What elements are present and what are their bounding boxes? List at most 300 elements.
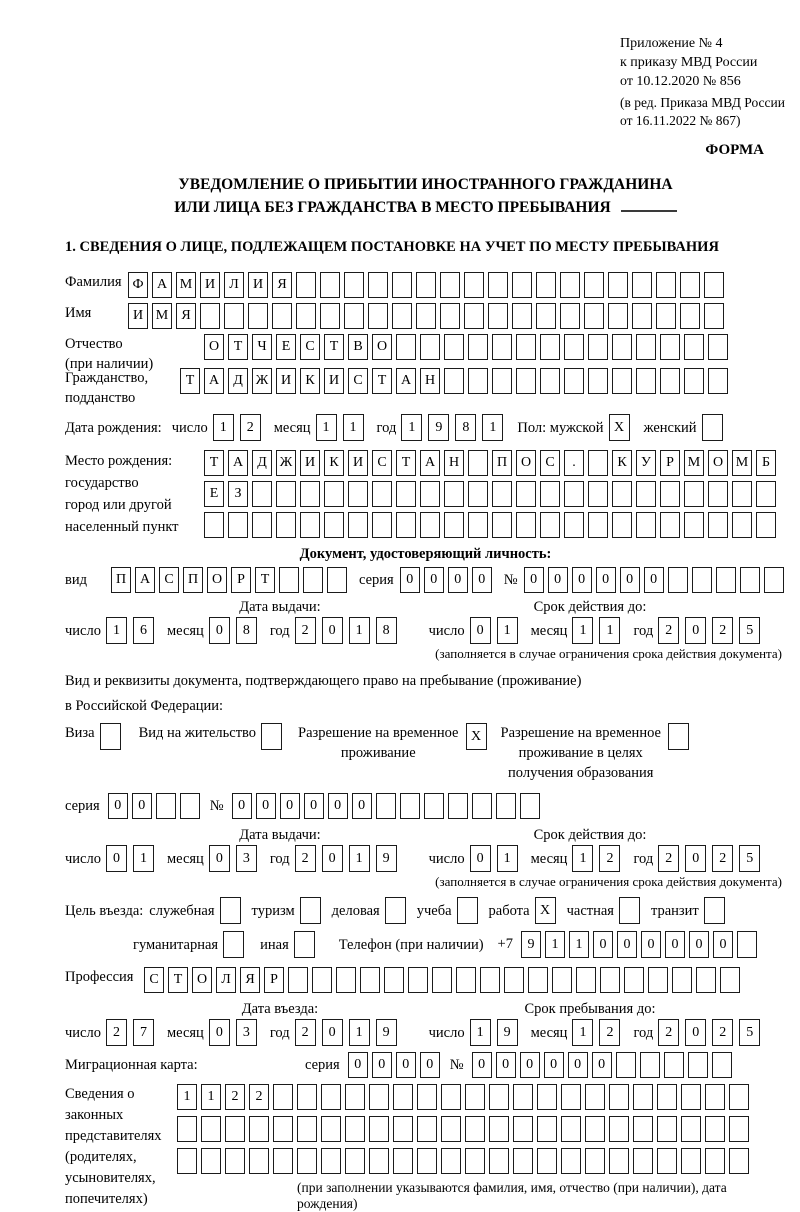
char-cell bbox=[564, 334, 584, 360]
char-cell bbox=[648, 967, 668, 993]
char-cell bbox=[321, 1116, 341, 1142]
doc-number-label: № bbox=[503, 572, 518, 588]
char-cell bbox=[345, 1148, 365, 1174]
char-cell: 1 bbox=[545, 931, 565, 958]
char-cell bbox=[513, 1116, 533, 1142]
char-cell bbox=[612, 368, 632, 394]
residence-issue-date bbox=[65, 845, 403, 872]
char-cell bbox=[704, 897, 725, 924]
char-cell: 1 bbox=[572, 1019, 593, 1046]
char-cell bbox=[561, 1116, 581, 1142]
char-cell: Т bbox=[168, 967, 188, 993]
char-cell bbox=[432, 967, 452, 993]
residence-permit-label: Вид на жительство bbox=[138, 725, 257, 741]
year-cells bbox=[295, 617, 403, 644]
char-cell bbox=[201, 1116, 221, 1142]
char-cell: 0 bbox=[470, 617, 491, 644]
char-cell: 0 bbox=[328, 793, 348, 819]
char-cell bbox=[300, 481, 320, 507]
char-cell: 1 bbox=[349, 617, 370, 644]
char-cell bbox=[224, 303, 244, 329]
char-cell bbox=[324, 481, 344, 507]
char-cell bbox=[345, 1084, 365, 1110]
char-cell bbox=[588, 481, 608, 507]
char-cell bbox=[272, 303, 292, 329]
day-label: число bbox=[65, 622, 101, 639]
char-cell bbox=[612, 481, 632, 507]
option-checkbox bbox=[704, 897, 725, 924]
patronymic-label-line2: (при наличии) bbox=[65, 356, 154, 372]
char-cell: 0 bbox=[108, 793, 128, 819]
char-cell bbox=[344, 272, 364, 298]
char-cell bbox=[444, 368, 464, 394]
char-cell bbox=[276, 512, 296, 538]
char-cell bbox=[732, 512, 752, 538]
option-checkbox bbox=[535, 897, 556, 924]
birth-place-labels bbox=[65, 450, 204, 543]
char-cell bbox=[636, 334, 656, 360]
char-cell bbox=[468, 481, 488, 507]
char-cell bbox=[369, 1116, 389, 1142]
char-cell: М bbox=[684, 450, 704, 476]
name-row bbox=[65, 303, 786, 329]
char-cell: 9 bbox=[521, 931, 541, 958]
char-cell bbox=[684, 368, 704, 394]
char-cell bbox=[297, 1116, 317, 1142]
char-cell bbox=[468, 512, 488, 538]
char-cell: 1 bbox=[316, 414, 337, 441]
day-label: число bbox=[65, 1024, 101, 1041]
char-cell: О bbox=[192, 967, 212, 993]
char-cell bbox=[708, 481, 728, 507]
char-cell: 2 bbox=[712, 1019, 733, 1046]
month-label: месяц bbox=[530, 850, 568, 867]
surname-row bbox=[65, 272, 786, 298]
year-cells bbox=[658, 845, 766, 872]
char-cell: 0 bbox=[322, 617, 343, 644]
residence-doc-series-row bbox=[65, 793, 786, 819]
birth-place-row1 bbox=[204, 450, 780, 476]
char-cell: 0 bbox=[617, 931, 637, 958]
char-cell: И bbox=[276, 368, 296, 394]
stay-until-date bbox=[429, 1019, 767, 1046]
char-cell: 0 bbox=[685, 845, 706, 872]
char-cell: Ж bbox=[252, 368, 272, 394]
birth-place-row3 bbox=[204, 512, 780, 538]
identity-doc-row bbox=[65, 567, 786, 593]
char-cell bbox=[489, 1084, 509, 1110]
sex-female-label: женский bbox=[643, 419, 697, 436]
series-label: серия bbox=[305, 1057, 340, 1073]
char-cell bbox=[396, 512, 416, 538]
year-label: год bbox=[269, 1024, 290, 1041]
char-cell: П bbox=[492, 450, 512, 476]
char-cell bbox=[660, 368, 680, 394]
char-cell bbox=[444, 481, 464, 507]
surname-cells bbox=[128, 272, 728, 298]
char-cell: С bbox=[372, 450, 392, 476]
char-cell bbox=[729, 1116, 749, 1142]
char-cell: 0 bbox=[548, 567, 568, 593]
patronymic-cells bbox=[204, 334, 732, 360]
char-cell bbox=[384, 967, 404, 993]
birth-place-block bbox=[65, 450, 786, 543]
day-label: число bbox=[428, 850, 465, 867]
char-cell bbox=[561, 1148, 581, 1174]
char-cell bbox=[393, 1116, 413, 1142]
char-cell: М bbox=[732, 450, 752, 476]
day-label: число bbox=[428, 1024, 465, 1041]
char-cell bbox=[393, 1148, 413, 1174]
char-cell: 1 bbox=[349, 845, 370, 872]
char-cell bbox=[516, 481, 536, 507]
char-cell bbox=[468, 450, 488, 476]
char-cell bbox=[681, 1116, 701, 1142]
char-cell bbox=[561, 1084, 581, 1110]
residence-doc-date-headings bbox=[65, 827, 786, 844]
char-cell: Я bbox=[240, 967, 260, 993]
char-cell bbox=[296, 303, 316, 329]
char-cell bbox=[225, 1116, 245, 1142]
char-cell: 0 bbox=[713, 931, 733, 958]
char-cell bbox=[220, 897, 241, 924]
phone-label: Телефон (при наличии) bbox=[338, 936, 484, 953]
char-cell: 0 bbox=[592, 1052, 612, 1078]
day-label: число bbox=[65, 850, 101, 867]
char-cell bbox=[656, 303, 676, 329]
char-cell: 0 bbox=[209, 1019, 230, 1046]
char-cell bbox=[585, 1116, 605, 1142]
char-cell bbox=[516, 368, 536, 394]
char-cell: А bbox=[135, 567, 155, 593]
header-line-4: (в ред. Приказа МВД России bbox=[620, 95, 785, 110]
char-cell: Е bbox=[276, 334, 296, 360]
char-cell bbox=[385, 897, 406, 924]
char-cell bbox=[327, 567, 347, 593]
char-cell bbox=[456, 967, 476, 993]
char-cell bbox=[376, 793, 396, 819]
char-cell: Е bbox=[204, 481, 224, 507]
char-cell: А bbox=[228, 450, 248, 476]
document-header bbox=[620, 34, 786, 130]
char-cell: 0 bbox=[232, 793, 252, 819]
char-cell bbox=[249, 1148, 269, 1174]
month-cells bbox=[209, 845, 263, 872]
month-cells bbox=[572, 845, 626, 872]
char-cell: 8 bbox=[376, 617, 397, 644]
char-cell: 3 bbox=[236, 845, 257, 872]
char-cell bbox=[585, 1084, 605, 1110]
char-cell bbox=[444, 334, 464, 360]
char-cell: X bbox=[466, 723, 487, 750]
char-cell: 0 bbox=[304, 793, 324, 819]
char-cell bbox=[441, 1116, 461, 1142]
char-cell bbox=[201, 1148, 221, 1174]
char-cell bbox=[396, 481, 416, 507]
char-cell bbox=[464, 303, 484, 329]
char-cell bbox=[444, 512, 464, 538]
char-cell: 2 bbox=[106, 1019, 127, 1046]
char-cell bbox=[537, 1116, 557, 1142]
day-cells bbox=[106, 1019, 160, 1046]
char-cell: Ч bbox=[252, 334, 272, 360]
char-cell: 9 bbox=[428, 414, 449, 441]
char-cell bbox=[619, 897, 640, 924]
representatives-cells bbox=[177, 1084, 786, 1212]
char-cell bbox=[564, 481, 584, 507]
char-cell bbox=[156, 793, 176, 819]
char-cell bbox=[441, 1148, 461, 1174]
char-cell bbox=[513, 1084, 533, 1110]
char-cell bbox=[540, 368, 560, 394]
char-cell: 1 bbox=[177, 1084, 197, 1110]
char-cell bbox=[516, 512, 536, 538]
birth-year-cells bbox=[401, 414, 509, 441]
char-cell bbox=[225, 1148, 245, 1174]
char-cell bbox=[696, 967, 716, 993]
char-cell: 2 bbox=[658, 1019, 679, 1046]
surname-label: Фамилия bbox=[65, 274, 122, 290]
patronymic-label bbox=[65, 334, 204, 372]
migration-card-label: Миграционная карта: bbox=[65, 1057, 198, 1073]
char-cell: Ф bbox=[128, 272, 148, 298]
char-cell bbox=[588, 512, 608, 538]
year-label: год bbox=[269, 850, 290, 867]
char-cell bbox=[705, 1148, 725, 1174]
char-cell bbox=[632, 303, 652, 329]
char-cell bbox=[552, 967, 572, 993]
form-title-line1: УВЕДОМЛЕНИЕ О ПРИБЫТИИ ИНОСТРАННОГО ГРАЖДАНИНА bbox=[178, 176, 673, 193]
char-cell bbox=[612, 512, 632, 538]
char-cell: 2 bbox=[599, 845, 620, 872]
edu-residence-label bbox=[501, 723, 661, 783]
birth-day-label: число bbox=[171, 419, 208, 436]
char-cell bbox=[420, 481, 440, 507]
char-cell bbox=[465, 1116, 485, 1142]
representatives-label-line: представителях bbox=[65, 1128, 162, 1144]
char-cell: 0 bbox=[641, 931, 661, 958]
birth-date-row bbox=[65, 414, 786, 441]
day-label: число bbox=[428, 622, 465, 639]
char-cell bbox=[708, 334, 728, 360]
birth-place-cells bbox=[204, 450, 780, 543]
month-cells bbox=[572, 617, 626, 644]
sex-female-checkbox bbox=[702, 414, 723, 441]
purpose-option-humanitarian bbox=[133, 931, 244, 958]
month-label: месяц bbox=[530, 1024, 568, 1041]
residence-doc-heading1: Вид и реквизиты документа, подтверждающего право на пребывание (проживание) bbox=[65, 673, 582, 689]
char-cell: О bbox=[204, 334, 224, 360]
char-cell: 0 bbox=[448, 567, 468, 593]
char-cell bbox=[528, 967, 548, 993]
char-cell: 0 bbox=[596, 567, 616, 593]
char-cell bbox=[345, 1116, 365, 1142]
char-cell bbox=[420, 512, 440, 538]
char-cell bbox=[512, 303, 532, 329]
char-cell bbox=[297, 1148, 317, 1174]
representatives-note: (при заполнении указываются фамилия, имя, отчество (при наличии), дата рождения) bbox=[297, 1180, 727, 1211]
section1-heading: 1. СВЕДЕНИЯ О ЛИЦЕ, ПОДЛЕЖАЩЕМ ПОСТАНОВКЕ НА УЧЕТ ПО МЕСТУ ПРЕБЫВАНИЯ bbox=[65, 239, 719, 255]
blank-underline bbox=[621, 198, 677, 212]
char-cell bbox=[584, 303, 604, 329]
citizenship-cells bbox=[180, 368, 732, 394]
day-cells bbox=[470, 845, 524, 872]
char-cell: 1 bbox=[497, 617, 518, 644]
temp-residence-label-line1: Разрешение на временное bbox=[298, 725, 459, 741]
char-cell bbox=[609, 1116, 629, 1142]
doc-series-label: серия bbox=[359, 572, 394, 588]
char-cell: Т bbox=[228, 334, 248, 360]
char-cell: 0 bbox=[524, 567, 544, 593]
char-cell bbox=[608, 303, 628, 329]
char-cell bbox=[729, 1084, 749, 1110]
char-cell bbox=[720, 967, 740, 993]
char-cell bbox=[276, 481, 296, 507]
char-cell bbox=[564, 512, 584, 538]
char-cell: X bbox=[609, 414, 630, 441]
option-checkbox bbox=[385, 897, 406, 924]
char-cell: Н bbox=[444, 450, 464, 476]
purpose-option-private bbox=[567, 897, 640, 924]
option-label: учеба bbox=[416, 902, 452, 919]
char-cell bbox=[448, 793, 468, 819]
valid-until-heading: Срок действия до: bbox=[533, 599, 647, 615]
char-cell: Ж bbox=[276, 450, 296, 476]
edu-residence-checkbox bbox=[668, 723, 689, 750]
char-cell bbox=[560, 272, 580, 298]
representatives-label-line: усыновителях, bbox=[65, 1170, 156, 1186]
char-cell: 0 bbox=[685, 617, 706, 644]
char-cell bbox=[756, 512, 776, 538]
char-cell bbox=[223, 931, 244, 958]
char-cell bbox=[513, 1148, 533, 1174]
char-cell bbox=[457, 897, 478, 924]
identity-issue-date bbox=[65, 617, 403, 644]
char-cell: И bbox=[248, 272, 268, 298]
char-cell: 2 bbox=[295, 617, 316, 644]
char-cell bbox=[636, 481, 656, 507]
char-cell bbox=[417, 1116, 437, 1142]
char-cell: О bbox=[207, 567, 227, 593]
residence-permit-option bbox=[139, 723, 282, 750]
char-cell bbox=[588, 450, 608, 476]
char-cell bbox=[657, 1148, 677, 1174]
char-cell bbox=[536, 303, 556, 329]
char-cell bbox=[321, 1084, 341, 1110]
char-cell bbox=[368, 303, 388, 329]
identity-doc-heading: Документ, удостоверяющий личность: bbox=[299, 546, 552, 562]
char-cell bbox=[372, 512, 392, 538]
representatives-label-line: попечителях) bbox=[65, 1191, 148, 1207]
doc-series-cells bbox=[400, 567, 496, 593]
option-label: деловая bbox=[331, 902, 380, 919]
edu-residence-label-line2: проживание в целях bbox=[518, 745, 643, 761]
char-cell: О bbox=[516, 450, 536, 476]
char-cell bbox=[417, 1084, 437, 1110]
residence-permit-checkbox bbox=[261, 723, 282, 750]
char-cell bbox=[537, 1148, 557, 1174]
number-cells bbox=[472, 1052, 736, 1078]
char-cell: 1 bbox=[213, 414, 234, 441]
char-cell bbox=[657, 1116, 677, 1142]
char-cell bbox=[660, 512, 680, 538]
char-cell bbox=[252, 512, 272, 538]
char-cell bbox=[640, 1052, 660, 1078]
char-cell: 1 bbox=[343, 414, 364, 441]
month-label: месяц bbox=[530, 622, 568, 639]
number-cells bbox=[232, 793, 544, 819]
char-cell: К bbox=[300, 368, 320, 394]
patronymic-label-line1: Отчество bbox=[65, 336, 123, 352]
char-cell: Л bbox=[224, 272, 244, 298]
char-cell bbox=[273, 1148, 293, 1174]
doc-number-cells bbox=[524, 567, 788, 593]
char-cell: Р bbox=[231, 567, 251, 593]
char-cell bbox=[368, 272, 388, 298]
option-checkbox bbox=[457, 897, 478, 924]
char-cell bbox=[656, 272, 676, 298]
residence-valid-date bbox=[429, 845, 767, 872]
char-cell: 0 bbox=[280, 793, 300, 819]
char-cell bbox=[504, 967, 524, 993]
residence-doc-dates bbox=[65, 845, 786, 872]
char-cell: Р bbox=[264, 967, 284, 993]
char-cell bbox=[249, 1116, 269, 1142]
char-cell bbox=[204, 512, 224, 538]
char-cell bbox=[393, 1084, 413, 1110]
char-cell bbox=[296, 272, 316, 298]
char-cell bbox=[492, 512, 512, 538]
char-cell: 0 bbox=[106, 845, 127, 872]
char-cell bbox=[737, 931, 757, 958]
char-cell: Я bbox=[272, 272, 292, 298]
char-cell bbox=[609, 1084, 629, 1110]
purpose-option-tourism bbox=[252, 897, 321, 924]
birth-place-city-label2: населенный пункт bbox=[65, 519, 179, 535]
char-cell bbox=[668, 567, 688, 593]
char-cell bbox=[273, 1084, 293, 1110]
char-cell: 1 bbox=[599, 617, 620, 644]
option-checkbox bbox=[300, 897, 321, 924]
day-cells bbox=[106, 845, 160, 872]
char-cell: И bbox=[324, 368, 344, 394]
char-cell: С bbox=[348, 368, 368, 394]
char-cell bbox=[464, 272, 484, 298]
issue-date-heading: Дата выдачи: bbox=[239, 599, 321, 615]
citizenship-label bbox=[65, 368, 180, 406]
char-cell bbox=[560, 303, 580, 329]
char-cell: Т bbox=[180, 368, 200, 394]
char-cell bbox=[294, 931, 315, 958]
char-cell bbox=[369, 1084, 389, 1110]
phone-cells bbox=[521, 931, 761, 958]
series-label: серия bbox=[65, 798, 100, 814]
stay-until-heading: Срок пребывания до: bbox=[524, 1001, 656, 1017]
char-cell bbox=[408, 967, 428, 993]
char-cell: X bbox=[535, 897, 556, 924]
char-cell bbox=[672, 967, 692, 993]
edu-residence-label-line1: Разрешение на временное bbox=[500, 725, 661, 741]
char-cell bbox=[585, 1148, 605, 1174]
char-cell bbox=[424, 793, 444, 819]
char-cell: 5 bbox=[739, 1019, 760, 1046]
birth-date-label: Дата рождения: bbox=[65, 419, 162, 436]
char-cell: 2 bbox=[712, 617, 733, 644]
char-cell bbox=[657, 1084, 677, 1110]
char-cell bbox=[684, 512, 704, 538]
month-cells bbox=[572, 1019, 626, 1046]
char-cell bbox=[372, 481, 392, 507]
